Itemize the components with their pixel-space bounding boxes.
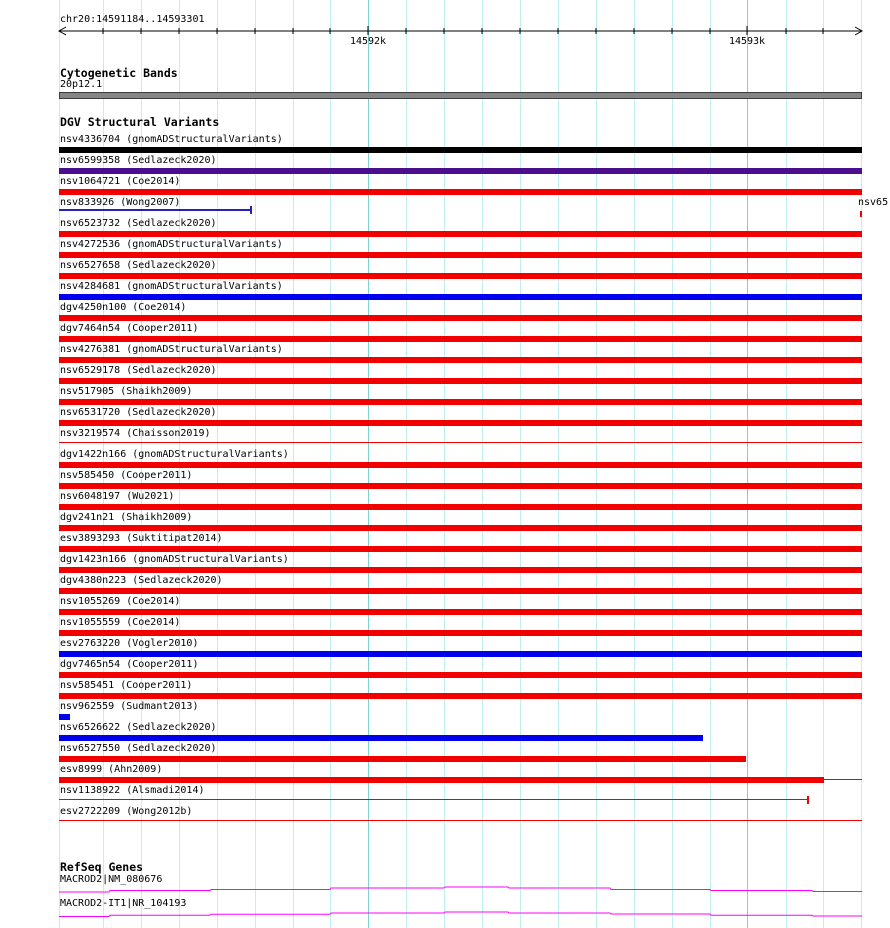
variant-bar[interactable] — [59, 609, 862, 615]
gene-structure-line[interactable] — [59, 887, 862, 892]
variant-bar[interactable] — [59, 462, 862, 468]
variant-label[interactable]: nsv517905 (Shaikh2009) — [60, 386, 193, 397]
variant-bar[interactable] — [59, 693, 862, 699]
variant-line[interactable] — [59, 209, 251, 211]
variant-label[interactable]: nsv962559 (Sudmant2013) — [60, 701, 199, 712]
variant-label[interactable]: nsv585451 (Cooper2011) — [60, 680, 193, 691]
variant-label[interactable]: esv2722209 (Wong2012b) — [60, 806, 193, 817]
variant-bar[interactable] — [59, 336, 862, 342]
variant-label[interactable]: nsv1138922 (Alsmadi2014) — [60, 785, 205, 796]
variant-label[interactable]: nsv833926 (Wong2007) — [60, 197, 181, 208]
gene-structure-line[interactable] — [59, 912, 862, 917]
variant-label[interactable]: nsv3219574 (Chaisson2019) — [60, 428, 211, 439]
cytoband-bar[interactable] — [59, 92, 862, 99]
variant-bar[interactable] — [59, 651, 862, 657]
gene-label[interactable]: MACROD2-IT1|NR_104193 — [60, 898, 187, 909]
variant-label[interactable]: nsv4272536 (gnomADStructuralVariants) — [60, 239, 283, 250]
section-title-refseq-genes: RefSeq Genes — [60, 860, 144, 874]
variant-label[interactable]: nsv6523732 (Sedlazeck2020) — [60, 218, 217, 229]
variant-label[interactable]: esv2763220 (Vogler2010) — [60, 638, 199, 649]
variant-bar[interactable] — [59, 714, 70, 720]
variant-bar[interactable] — [59, 672, 862, 678]
variant-label[interactable]: nsv6599358 (Sedlazeck2020) — [60, 155, 217, 166]
variant-bar[interactable] — [59, 147, 862, 153]
variant-label[interactable]: nsv4276381 (gnomADStructuralVariants) — [60, 344, 283, 355]
variant-bar[interactable] — [59, 231, 862, 237]
variant-label[interactable]: nsv4336704 (gnomADStructuralVariants) — [60, 134, 283, 145]
variant-bar[interactable] — [59, 294, 862, 300]
variant-label[interactable]: nsv6531720 (Sedlazeck2020) — [60, 407, 217, 418]
variant-label-clipped[interactable]: nsv65 — [858, 197, 889, 208]
variant-label[interactable]: nsv6529178 (Sedlazeck2020) — [60, 365, 217, 376]
section-title-dgv-structural-variants: DGV Structural Variants — [60, 115, 220, 129]
variant-label[interactable]: dgv241n21 (Shaikh2009) — [60, 512, 193, 523]
variant-bar[interactable] — [59, 483, 862, 489]
cytoband-label: 20p12.1 — [60, 79, 103, 90]
variant-line[interactable] — [59, 442, 862, 443]
variant-label[interactable]: nsv585450 (Cooper2011) — [60, 470, 193, 481]
ruler-tick-label: 14592k — [349, 36, 387, 47]
variant-line[interactable] — [59, 820, 862, 821]
variant-bar[interactable] — [59, 189, 862, 195]
variant-end-tick[interactable] — [807, 796, 809, 804]
variant-end-tick[interactable] — [250, 206, 252, 214]
variant-bar[interactable] — [59, 399, 862, 405]
variant-label[interactable]: esv8999 (Ahn2009) — [60, 764, 163, 775]
variant-line[interactable] — [59, 799, 808, 800]
variant-label[interactable]: dgv4250n100 (Coe2014) — [60, 302, 187, 313]
variant-bar[interactable] — [59, 588, 862, 594]
variant-label[interactable]: dgv7464n54 (Cooper2011) — [60, 323, 199, 334]
variant-bar[interactable] — [59, 168, 862, 174]
variant-bar[interactable] — [59, 420, 862, 426]
variant-label[interactable]: dgv1422n166 (gnomADStructuralVariants) — [60, 449, 289, 460]
section-title-cytogenetic-bands: Cytogenetic Bands — [60, 66, 178, 80]
variant-label[interactable]: nsv1055269 (Coe2014) — [60, 596, 181, 607]
variant-label[interactable]: nsv4284681 (gnomADStructuralVariants) — [60, 281, 283, 292]
variant-label[interactable]: nsv6527550 (Sedlazeck2020) — [60, 743, 217, 754]
variant-bar-tail-line[interactable] — [824, 779, 862, 780]
variant-bar[interactable] — [59, 777, 824, 783]
variant-bar[interactable] — [59, 567, 862, 573]
variant-bar[interactable] — [59, 630, 862, 636]
variant-bar[interactable] — [59, 273, 862, 279]
variant-label[interactable]: dgv4380n223 (Sedlazeck2020) — [60, 575, 223, 586]
variant-bar[interactable] — [59, 252, 862, 258]
variant-label[interactable]: nsv1055559 (Coe2014) — [60, 617, 181, 628]
variant-label[interactable]: dgv1423n166 (gnomADStructuralVariants) — [60, 554, 289, 565]
variant-bar[interactable] — [59, 357, 862, 363]
variant-bar[interactable] — [59, 546, 862, 552]
variant-label[interactable]: nsv6527658 (Sedlazeck2020) — [60, 260, 217, 271]
variant-bar[interactable] — [59, 756, 746, 762]
variant-bar[interactable] — [59, 315, 862, 321]
gene-label[interactable]: MACROD2|NM_080676 — [60, 874, 163, 885]
region-coordinates-label: chr20:14591184..14593301 — [60, 14, 205, 25]
variant-label[interactable]: nsv1064721 (Coe2014) — [60, 176, 181, 187]
ruler-tick-label: 14593k — [728, 36, 766, 47]
variant-bar[interactable] — [59, 525, 862, 531]
variant-label[interactable]: nsv6048197 (Wu2021) — [60, 491, 175, 502]
variant-label[interactable]: dgv7465n54 (Cooper2011) — [60, 659, 199, 670]
variant-label[interactable]: nsv6526622 (Sedlazeck2020) — [60, 722, 217, 733]
variant-bar[interactable] — [59, 378, 862, 384]
variant-label[interactable]: esv3893293 (Suktitipat2014) — [60, 533, 223, 544]
variant-tick-mark[interactable] — [860, 211, 862, 217]
variant-bar[interactable] — [59, 735, 703, 741]
variant-bar[interactable] — [59, 504, 862, 510]
